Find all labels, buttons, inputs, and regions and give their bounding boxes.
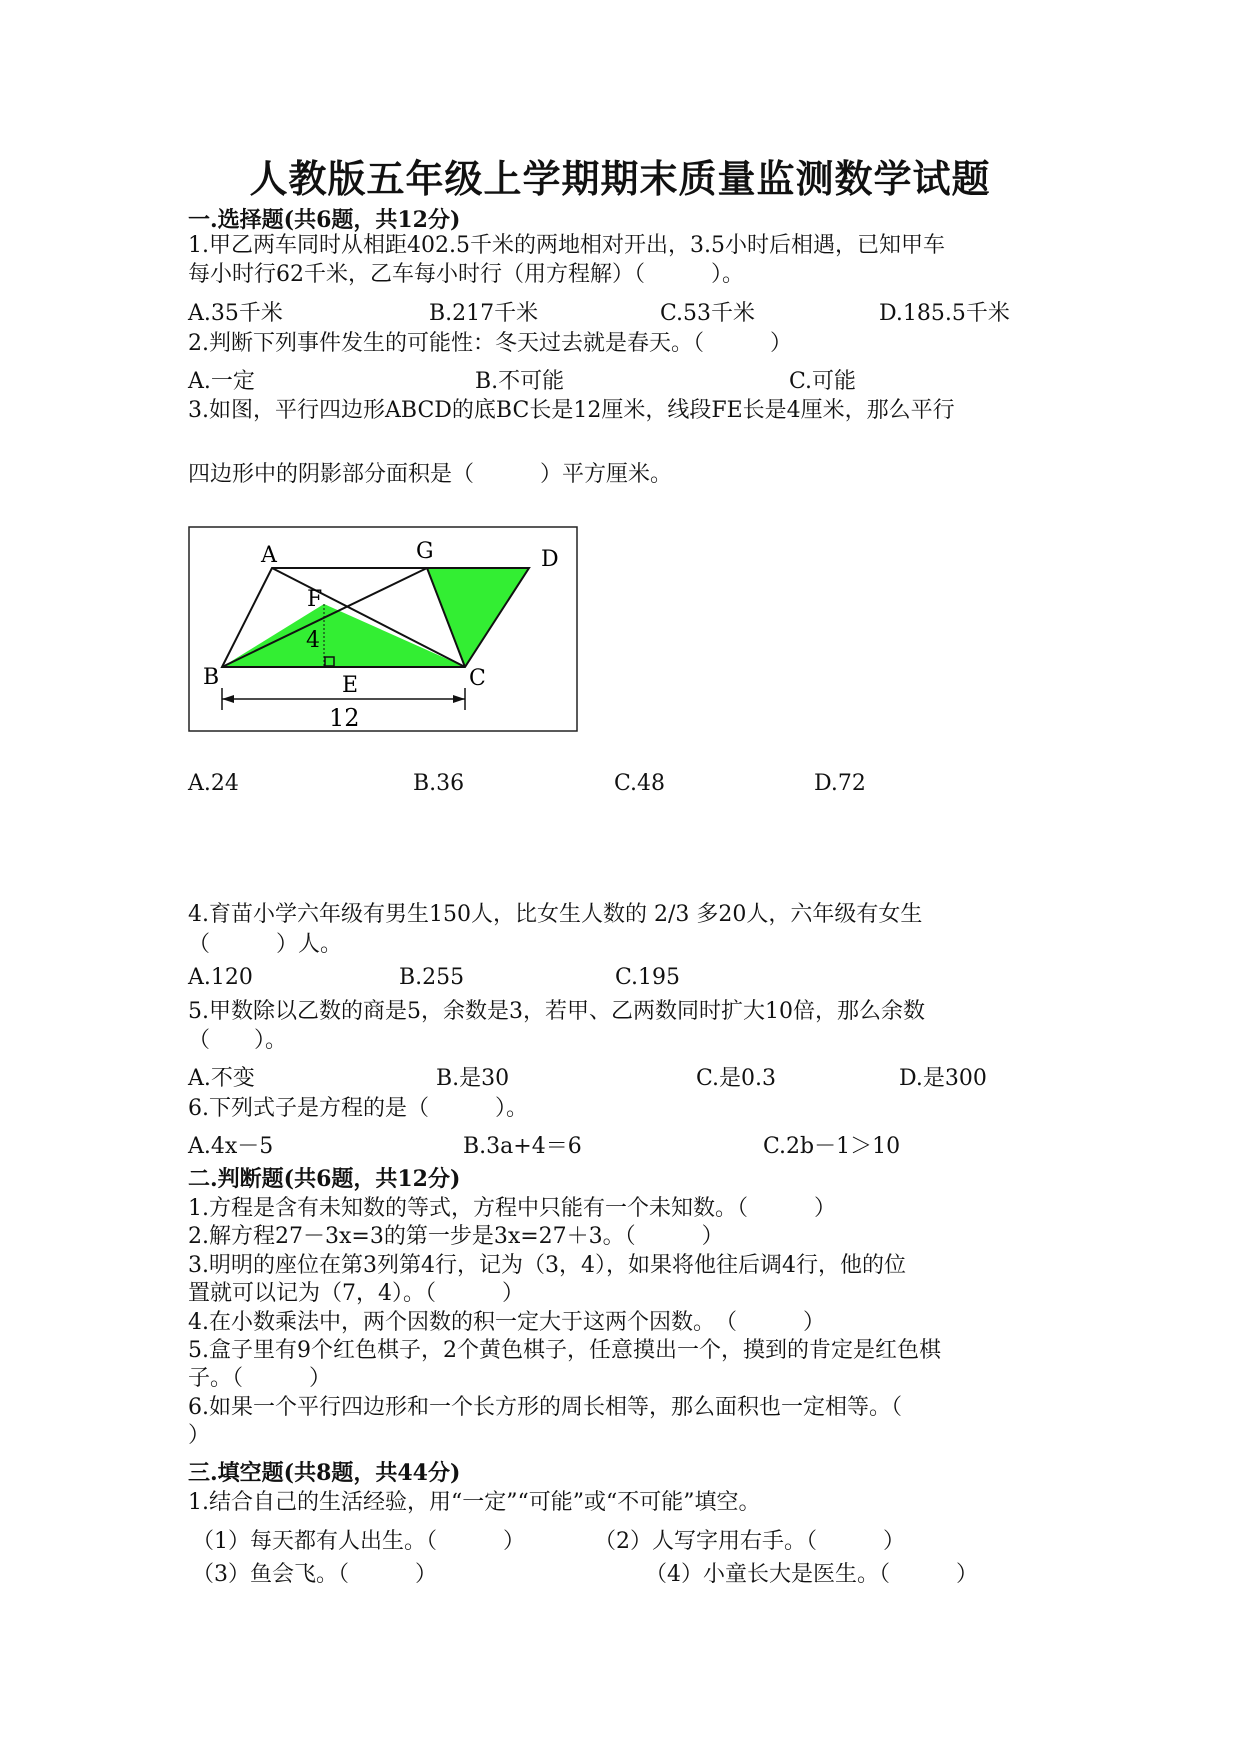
label-f: F	[307, 587, 323, 612]
q1-text-line1: 1.甲乙两车同时从相距402.5千米的两地相对开出，3.5小时后相遇，已知甲车	[188, 233, 945, 258]
q6-text: 6.下列式子是方程的是（ ）。	[188, 1096, 528, 1121]
q3-option-b: B.36	[413, 771, 465, 796]
label-c: C	[469, 666, 486, 691]
q6-option-c: C.2b－1＞10	[763, 1134, 901, 1159]
judge-item-5-line1: 5.盒子里有9个红色棋子，2个黄色棋子，任意摸出一个，摸到的肯定是红色棋	[188, 1338, 941, 1363]
q2-text: 2.判断下列事件发生的可能性：冬天过去就是春天。（ ）	[188, 331, 792, 356]
q4-text-line1: 4.育苗小学六年级有男生150人，比女生人数的 2/3 多20人，六年级有女生	[188, 902, 923, 927]
fill-q1-part-3: （3）鱼会飞。（ ）	[192, 1562, 437, 1587]
label-twelve: 12	[329, 704, 360, 732]
judge-item-3-line1: 3.明明的座位在第3列第4行，记为（3，4），如果将他往后调4行，他的位	[188, 1253, 906, 1278]
q2-option-b: B.不可能	[475, 369, 565, 394]
judge-item-1: 1.方程是含有未知数的等式，方程中只能有一个未知数。（ ）	[188, 1196, 836, 1221]
q3-option-a: A.24	[188, 771, 239, 796]
label-a: A	[261, 543, 277, 568]
fill-q1-part-1: （1）每天都有人出生。（ ）	[192, 1529, 525, 1554]
q5-text-line2: （ ）。	[188, 1028, 288, 1053]
label-four: 4	[306, 628, 320, 653]
q2-option-a: A.一定	[188, 369, 255, 394]
page-title: 人教版五年级上学期期末质量监测数学试题	[249, 156, 991, 201]
label-g: G	[416, 539, 434, 564]
q5-option-c: C.是0.3	[696, 1066, 777, 1091]
judge-item-4: 4.在小数乘法中，两个因数的积一定大于这两个因数。 （ ）	[188, 1310, 825, 1335]
judge-item-2: 2.解方程27－3x=3的第一步是3x=27＋3。（ ）	[188, 1224, 724, 1249]
q5-text-line1: 5.甲数除以乙数的商是5，余数是3，若甲、乙两数同时扩大10倍，那么余数	[188, 999, 925, 1024]
q4-option-a: A.120	[188, 965, 253, 990]
q1-text-line2: 每小时行62千米，乙车每小时行（用方程解）（ ）。	[188, 262, 744, 287]
q5-option-b: B.是30	[436, 1066, 510, 1091]
judge-item-6-line1: 6.如果一个平行四边形和一个长方形的周长相等，那么面积也一定相等。（	[188, 1395, 902, 1420]
label-b: B	[203, 665, 220, 690]
q3-option-d: D.72	[814, 771, 866, 796]
label-e: E	[342, 673, 359, 698]
fill-q1-part-4: （4）小童长大是医生。（ ）	[645, 1562, 978, 1587]
section-3-heading: 三.填空题(共8题，共44分)	[188, 1460, 461, 1486]
q1-option-a: A.35千米	[188, 301, 283, 326]
q6-option-a: A.4x－5	[188, 1134, 274, 1159]
fill-q1-text: 1.结合自己的生活经验，用“一定”“可能”或“不可能”填空。	[188, 1490, 761, 1515]
figure-frame	[189, 527, 577, 731]
q3-text-line1: 3.如图，平行四边形ABCD的底BC长是12厘米，线段FE长是4厘米，那么平行	[188, 398, 955, 423]
q6-option-b: B.3a+4＝6	[463, 1134, 582, 1159]
q4-option-b: B.255	[399, 965, 465, 990]
q1-option-d: D.185.5千米	[879, 301, 1010, 326]
q2-option-c: C.可能	[789, 369, 857, 394]
q5-option-a: A.不变	[188, 1066, 255, 1091]
q5-option-d: D.是300	[899, 1066, 987, 1091]
q3-option-c: C.48	[614, 771, 666, 796]
q1-option-b: B.217千米	[429, 301, 539, 326]
fill-q1-part-2: （2）人写字用右手。（ ）	[594, 1529, 905, 1554]
judge-item-3-line2: 置就可以记为（7，4）。（ ）	[188, 1281, 524, 1306]
section-2-heading: 二.判断题(共6题，共12分)	[188, 1166, 461, 1192]
q4-option-c: C.195	[615, 965, 681, 990]
label-d: D	[541, 547, 559, 572]
section-1-heading: 一.选择题(共6题，共12分)	[188, 207, 461, 233]
q1-option-c: C.53千米	[660, 301, 756, 326]
q4-text-line2: （ ）人。	[188, 932, 343, 957]
judge-item-6-line2: ）	[188, 1423, 211, 1448]
judge-item-5-line2: 子。（ ）	[188, 1366, 332, 1391]
q3-text-line2: 四边形中的阴影部分面积是（ ）平方厘米。	[188, 462, 673, 487]
parallelogram-figure	[188, 526, 578, 732]
